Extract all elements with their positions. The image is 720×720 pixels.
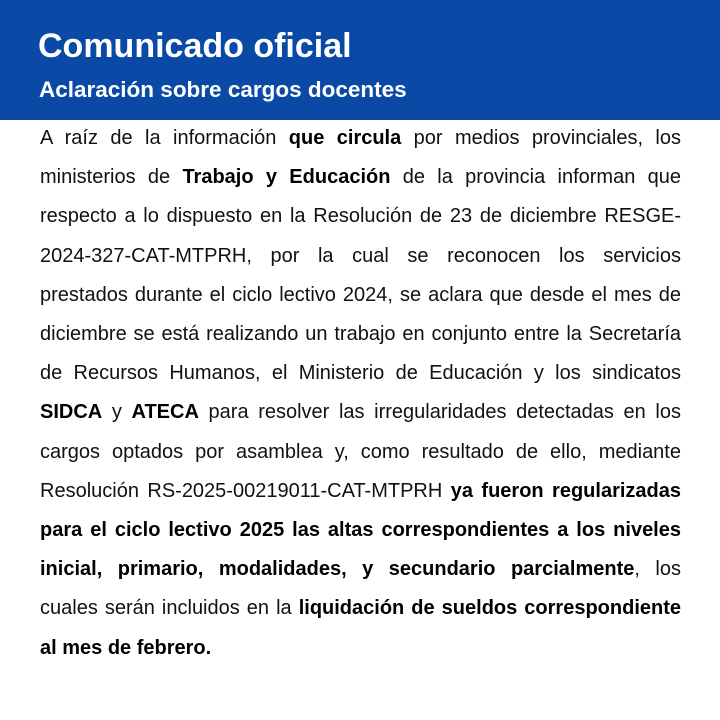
body-text-segment: de la provincia informan que respecto a lo dispuesto en la Resolución de 23 de diciembre RESGE-2024-327-CAT-MTPRH, por la cual se reconocen los servicios prestados durante el ciclo lectivo 2024, se aclara que desde el mes de diciembre se está realizando un trabajo en conjunto entre la Secretaría de Recursos Humanos, el Ministerio de Educación y los sindicatos <box>40 166 681 385</box>
body-text-segment: por medios provinciales, los ministerios de <box>40 127 681 189</box>
communique-body <box>40 119 681 668</box>
page-title: Comunicado oficial <box>38 27 352 65</box>
body-text-emphasis: ATECA <box>131 401 199 424</box>
body-text-segment: para resolver las irregularidades detectadas en los cargos optados por asamblea y, como resultado de ello, mediante Resolución RS-2025-00219011-CAT-MTPRH <box>40 401 681 502</box>
body-text-emphasis: ya fueron regularizadas para el ciclo lectivo 2025 las altas correspondientes a los niveles inicial, primario, modalidades, y secundario parcialmente <box>40 479 681 581</box>
body-text-emphasis: SIDCA <box>40 401 103 424</box>
body-text-emphasis: que circula <box>288 127 402 149</box>
body-text-emphasis: Trabajo y Educación <box>182 166 391 189</box>
header-banner <box>0 0 720 120</box>
body-text-segment: , los cuales serán incluidos en la <box>40 558 681 620</box>
body-text-segment: y <box>102 401 132 424</box>
body-text-segment: A raíz de la información <box>40 127 289 149</box>
page-subtitle: Aclaración sobre cargos docentes <box>39 77 407 102</box>
body-text-emphasis: liquidación de sueldos correspondiente al mes de febrero. <box>40 597 682 659</box>
